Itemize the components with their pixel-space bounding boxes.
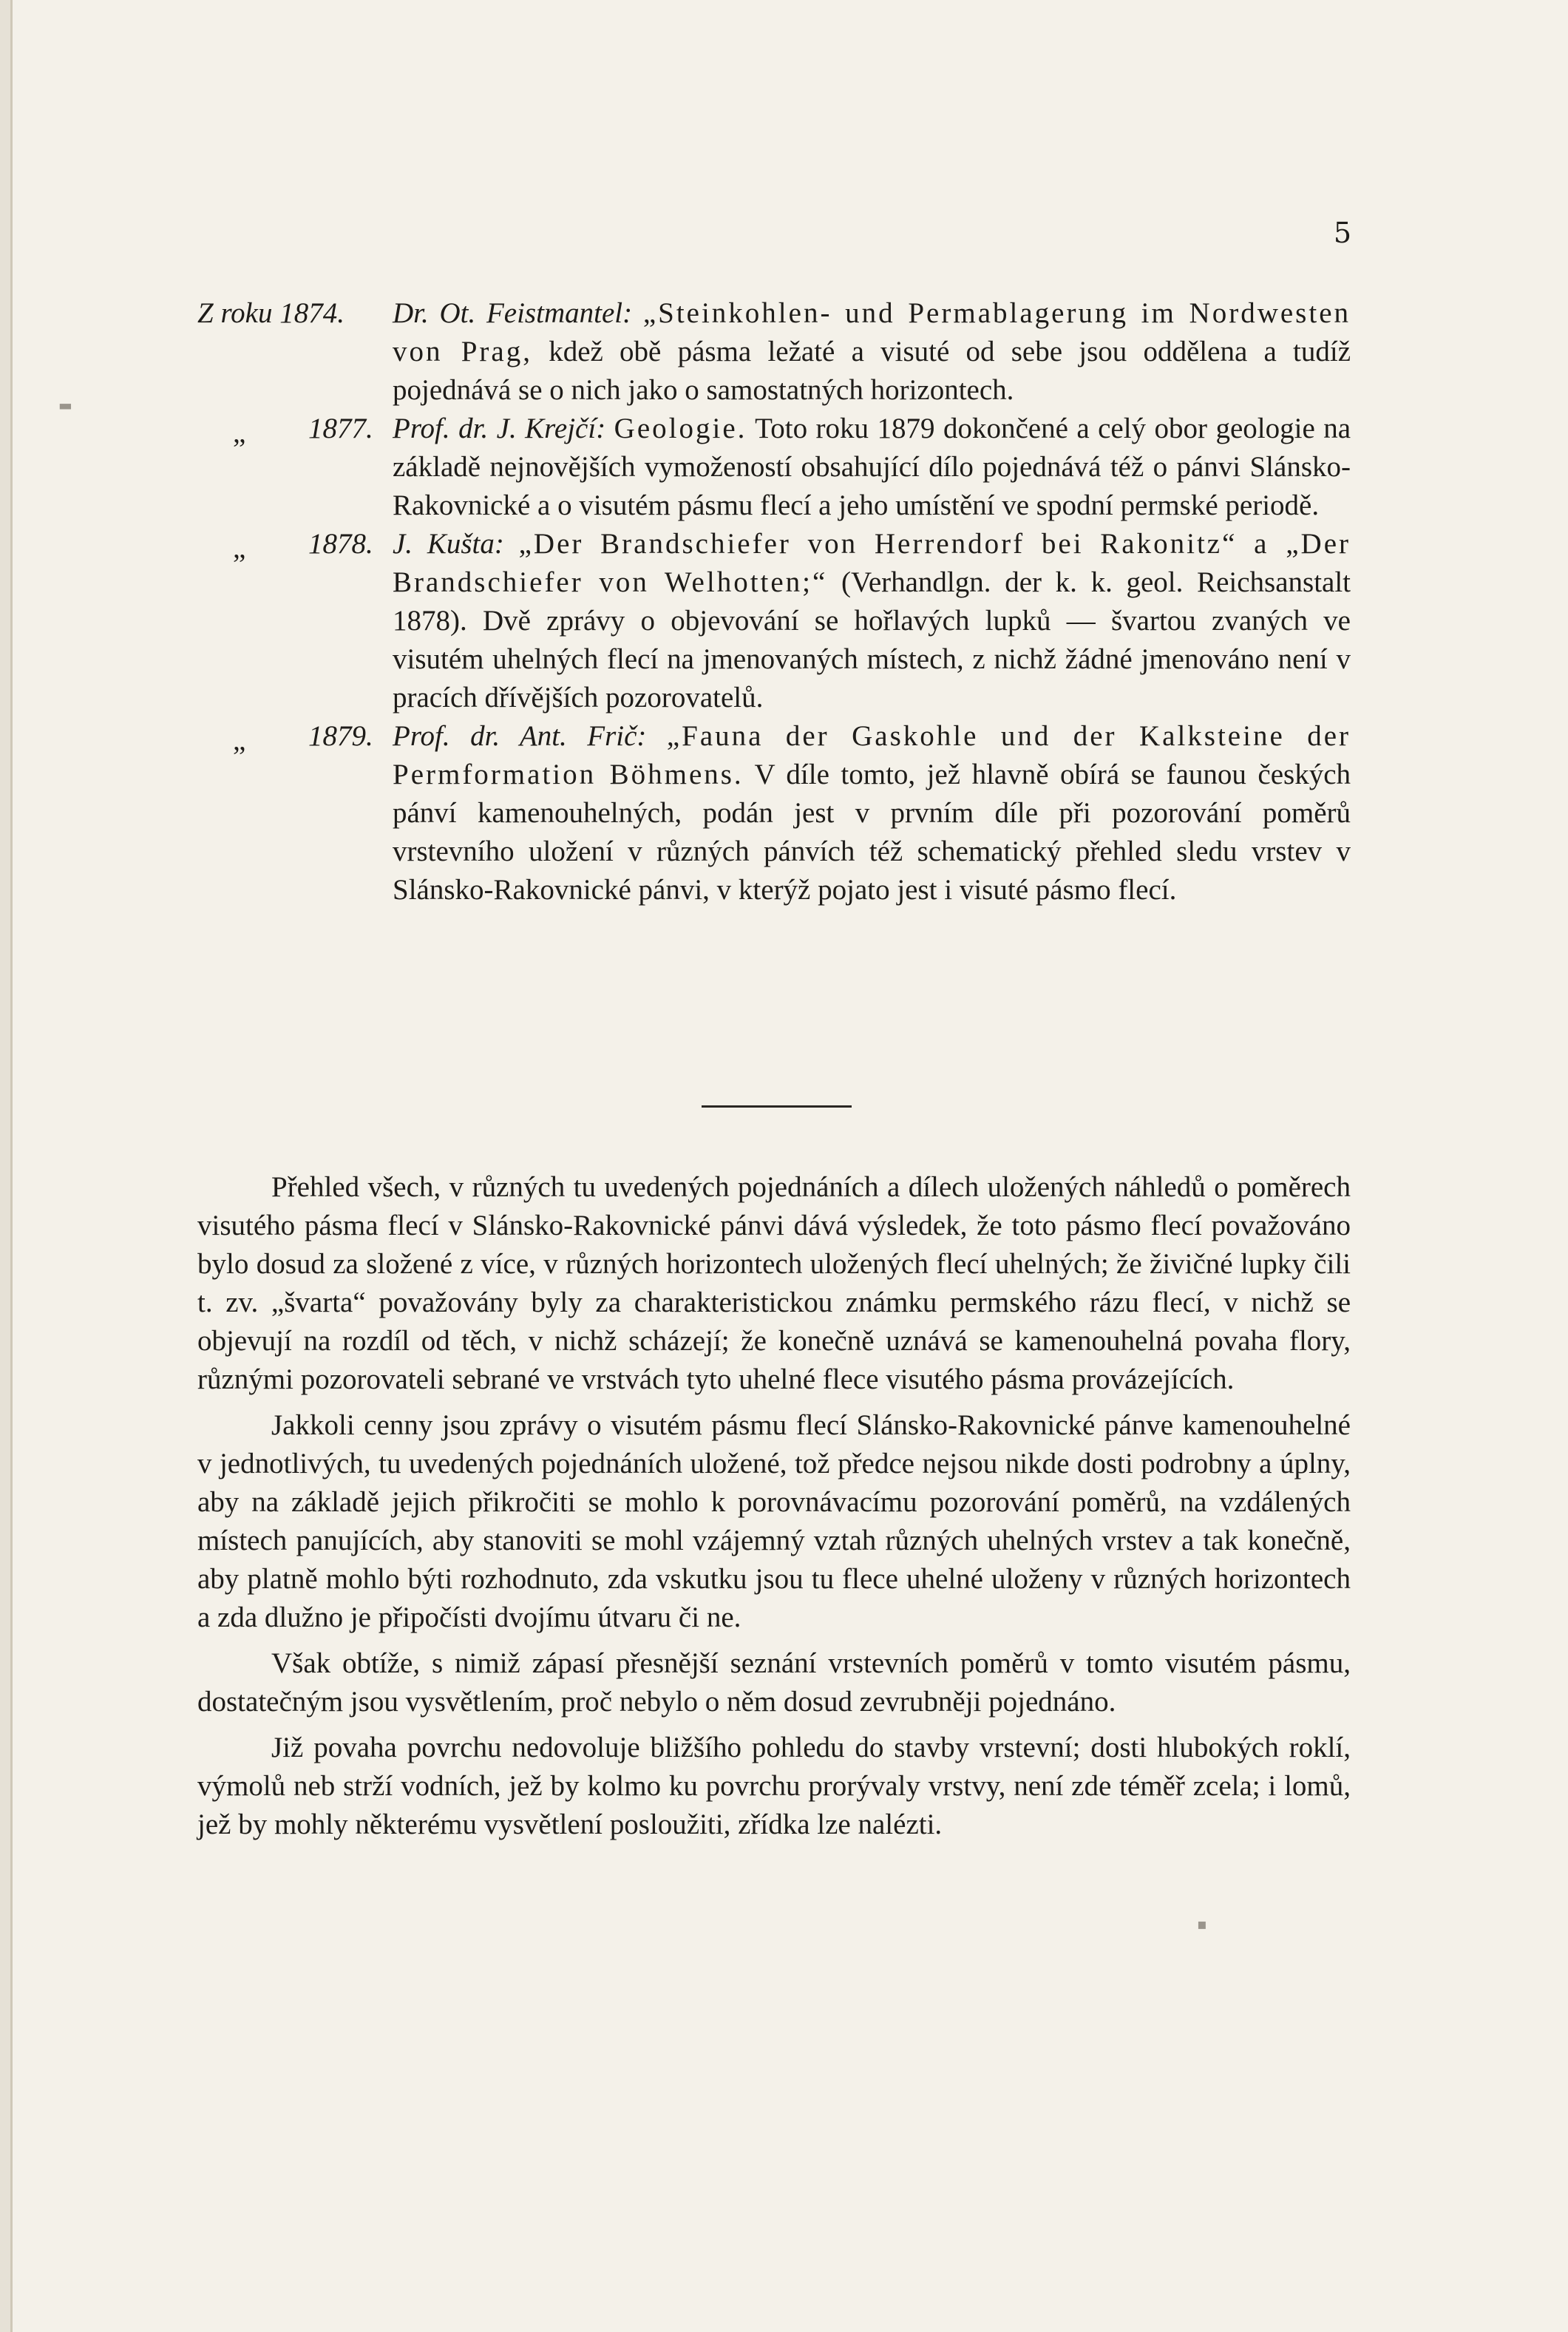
reference-text: kdež obě pásma ležaté a visuté od sebe jsou oddělena a tudíž pojednává se o nich jako o samostatných horizontech. bbox=[393, 336, 1351, 406]
page bbox=[10, 0, 1568, 2332]
body-text bbox=[197, 1168, 1351, 1851]
paragraph: Již povaha povrchu nedovoluje bližšího pohledu do stavby vrstevní; dosti hlubokých roklí, výmolů neb strží vodních, jež by kolmo ku povrchu prorývaly vrstvy, není zde téměř zcela; i lomů, jež by mohly některému vysvětlení posloužiti, zřídka lze nalézti. bbox=[197, 1732, 1351, 1840]
reference-authors: Dr. Ot. Feistmantel: bbox=[393, 297, 633, 329]
reference-title: Geologie. bbox=[614, 413, 747, 444]
paragraph: Přehled všech, v různých tu uvedených pojednáních a dílech uložených náhledů o poměrech visutého pásma flecí v Slánsko-Rakovnické pánvi dává výsledek, že toto pásmo flecí považováno bylo dosud za složené z více, v různých horizontech uložených flecí uhelných; že živičné lupky čili t. zv. „švarta“ považovány byly za charakteristickou známku permského rázu flecí, v nichž se objevují na rozdíl od těch, v nichž scházejí; že konečně uznává se kamenouhelná povaha flory, různými pozorovateli sebrané ve vrstvách tyto uhelné flece visutého pásma provázejících. bbox=[197, 1171, 1351, 1395]
page-number: 5 bbox=[1333, 217, 1351, 249]
reference-list bbox=[197, 294, 1351, 909]
reference-text: (Verhandlgn. der k. k. geol. Reichsanstalt 1878). Dvě zprávy o objevování se hořlavých lupků — švartou zvaných ve visutém uhelných flecí na jmenovaných místech, z nichž žádné jmenováno není v pracích dřívějších pozorovatelů. bbox=[393, 566, 1351, 714]
reference-authors: Prof. dr. J. Krejčí: bbox=[393, 413, 606, 444]
reference-lead: Z roku 1874. bbox=[197, 297, 345, 329]
paragraph: Jakkoli cenny jsou zprávy o visutém pásmu flecí Slánsko-Rakovnické pánve kamenouhelné v jednotlivých, tu uvedených pojednáních uložené, tož předce nejsou nikde dosti podrobny a úplny, aby na základě jejich přikročiti se mohlo k porovnávacímu pozorování poměrů, na vzdálených místech panujících, aby stanoviti se mohl vzájemný vztah různých uhelných vrstev a tak konečně, aby platně mohlo býti rozhodnuto, zda vskutku jsou tu flece uhelné uloženy v různých horizontech a zda dlužno je připočísti dvojímu útvaru či ne. bbox=[197, 1409, 1351, 1633]
reference-authors: J. Kušta: bbox=[393, 528, 504, 560]
section-divider bbox=[702, 1105, 852, 1108]
reference-item: „ 1878. J. Kušta: „Der Brandschiefer von Herrendorf bei Rakonitz“ a „Der Brandschiefer von Welhotten;“ (Verhandlgn. der k. k. geol. Reichsanstalt 1878). Dvě zprávy o objevování se hořlavých lupků — švartou zvaných ve visutém uhelných flecí na jmenovaných místech, z nichž žádné jmenováno není v pracích dřívějších pozorovatelů. bbox=[233, 528, 1351, 714]
paragraph: Však obtíže, s nimiž zápasí přesnější seznání vrstevních poměrů v tomto visutém pásmu, dostatečným jsou vysvětlením, proč nebylo o něm dosud zevrubněji pojednáno. bbox=[197, 1647, 1351, 1718]
reference-authors: Prof. dr. Ant. Frič: bbox=[393, 720, 647, 752]
reference-title: „Der Brandschiefer von Herrendorf bei Rakonitz“ a „Der Brandschiefer von Welhotten;“ bbox=[393, 528, 1351, 598]
reference-text: Toto roku 1879 dokončené a celý obor geologie na základě nejnovějších vymožeností obsahující dílo pojednává též o pánvi Slánsko-Rakovnické a o visutém pásmu flecí a jeho umístění ve spodní permské periodě. bbox=[393, 413, 1351, 521]
reference-item: „ 1877. Prof. dr. J. Krejčí: Geologie. Toto roku 1879 dokončené a celý obor geologie na základě nejnovějších vymožeností obsahující dílo pojednává též o pánvi Slánsko-Rakovnické a o visutém pásmu flecí a jeho umístění ve spodní permské periodě. bbox=[233, 413, 1351, 521]
margin-mark: ▬ bbox=[58, 396, 72, 414]
reference-text: V díle tomto, jež hlavně obírá se faunou českých pánví kamenouhelných, podán jest v prvním díle při pozorování poměrů vrstevního uložení v různých pánvích též schematický přehled sledu vrstev v Slánsko-Rakovnické pánvi, v kterýž pojato jest i visuté pásmo flecí. bbox=[393, 759, 1351, 906]
margin-mark: ▪ bbox=[1197, 1915, 1207, 1933]
reference-title: „Fauna der Gaskohle und der Kalksteine der Permformation Böhmens. bbox=[393, 720, 1351, 790]
reference-item: „ 1879. Prof. dr. Ant. Frič: „Fauna der Gaskohle und der Kalksteine der Permformation Böhmens. V díle tomto, jež hlavně obírá se faunou českých pánví kamenouhelných, podán jest v prvním díle při pozorování poměrů vrstevního uložení v různých pánvích též schematický přehled sledu vrstev v Slánsko-Rakovnické pánvi, v kterýž pojato jest i visuté pásmo flecí. bbox=[233, 720, 1351, 906]
reference-title: „Steinkohlen- und Permablagerung im Nordwesten von Prag, bbox=[393, 297, 1351, 367]
reference-item bbox=[197, 294, 1351, 410]
